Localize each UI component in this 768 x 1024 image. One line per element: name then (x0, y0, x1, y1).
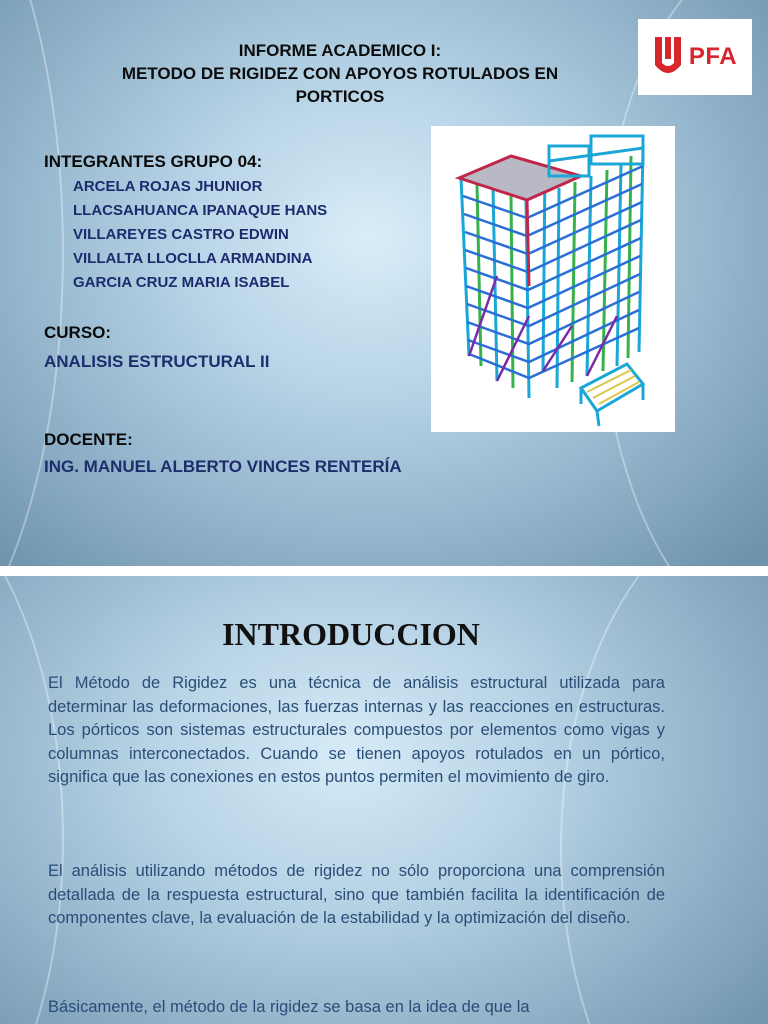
course-value: ANALISIS ESTRUCTURAL II (44, 352, 270, 371)
paragraph-2: El análisis utilizando métodos de rigidez no sólo proporciona una comprensión detallada de la respuesta estructural, sino que también facilita la identificación de componentes clave, la evaluación de la estabilidad y la optimización del diseño. (48, 862, 665, 927)
introduction-slide (0, 576, 768, 1024)
report-title (40, 39, 640, 108)
group-label: INTEGRANTES GRUPO 04: (44, 152, 263, 171)
paragraph-1: El Método de Rigidez es una técnica de análisis estructural utilizada para determinar las deformaciones, las fuerzas internas y las reacciones en estructuras. Los pórticos son sistemas estructurales compuestos por elementos como vigas y columnas interconectados. Cuando se tienen apoyos rotulados en un pórtico, significa que las conexiones en estos puntos permiten el movimiento de giro. (48, 674, 665, 786)
logo-text: PFA (688, 43, 738, 70)
course-label: CURSO: (44, 323, 112, 342)
member-name: GARCIA CRUZ MARIA ISABEL (73, 274, 290, 291)
title-line-2: METODO DE RIGIDEZ CON APOYOS ROTULADOS EN (121, 64, 559, 83)
structure-3d-model-image (431, 126, 675, 432)
shield-icon (653, 35, 683, 79)
title-line-3: PORTICOS (295, 87, 385, 106)
member-name: ARCELA ROJAS JHUNIOR (73, 178, 263, 195)
member-name: LLACSAHUANCA IPANAQUE HANS (73, 202, 328, 219)
member-name: VILLAREYES CASTRO EDWIN (73, 226, 289, 243)
teacher-value: ING. MANUEL ALBERTO VINCES RENTERÍA (44, 457, 402, 476)
introduction-title: INTRODUCCION (222, 616, 480, 652)
building-frame-illustration (431, 126, 675, 432)
member-name: VILLALTA LLOCLLA ARMANDINA (73, 250, 313, 267)
title-line-1: INFORME ACADEMICO I: (238, 41, 442, 60)
university-logo (638, 19, 752, 95)
teacher-label: DOCENTE: (44, 430, 133, 449)
paragraph-3: Básicamente, el método de la rigidez se basa en la idea de que la (48, 998, 530, 1016)
